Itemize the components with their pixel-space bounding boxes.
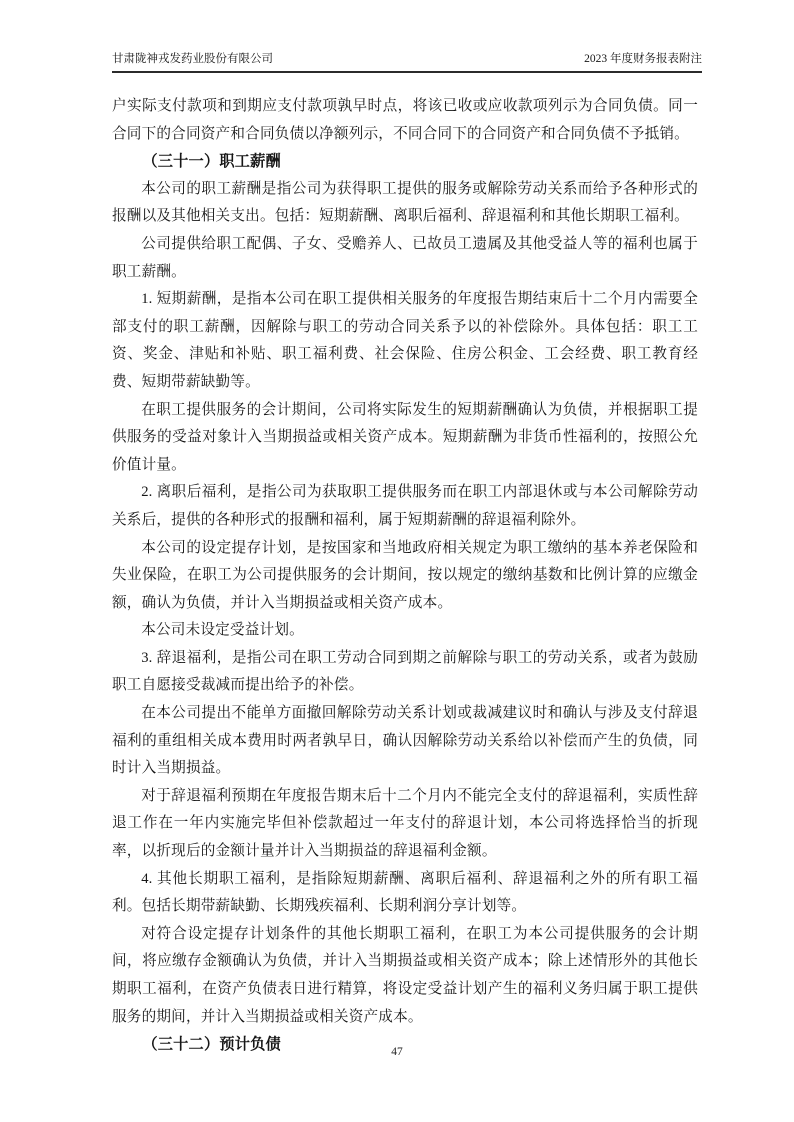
paragraph: 4. 其他长期职工福利，是指除短期薪酬、离职后福利、辞退福利之外的所有职工福利。包括长期带薪缺勤、长期残疾福利、长期利润分享计划等。 (112, 870, 698, 915)
paragraph: 户实际支付款项和到期应支付款项孰早时点，将该已收或应收款项列示为合同负债。同一合同下的合同资产和合同负债以净额列示，不同合同下的合同资产和合同负债不予抵销。 (112, 98, 698, 142)
paragraph: 在职工提供服务的会计期间，公司将实际发生的短期薪酬确认为负债，并根据职工提供服务的受益对象计入当期损益或相关资产成本。短期薪酬为非货币性福利的，按照公允价值计量。 (112, 401, 698, 473)
page-header (112, 50, 702, 73)
paragraph: 在本公司提出不能单方面撤回解除劳动关系计划或裁减建议时和确认与涉及支付辞退福利的重组相关成本费用时两者孰早日，确认因解除劳动关系给以补偿而产生的负债，同时计入当期损益。 (112, 705, 698, 777)
paragraph: 对符合设定提存计划条件的其他长期职工福利，在职工为本公司提供服务的会计期间，将应缴存金额确认为负债，并计入当期损益或相关资产成本；除上述情形外的其他长期职工福利，在资产负债表日进行精算，将设定受益计划产生的福利义务归属于职工提供服务的期间，并计入当期损益或相关资产成本。 (112, 925, 698, 1025)
section-heading: （三十一）职工薪酬 (142, 153, 281, 171)
page-footer (0, 1046, 794, 1058)
header-report-title: 2023 年度财务报表附注 (584, 53, 702, 65)
page-number: 47 (391, 1046, 403, 1058)
section-heading: （三十二）预计负债 (142, 1036, 281, 1054)
paragraph: 1. 短期薪酬，是指本公司在职工提供相关服务的年度报告期结束后十二个月内需要全部支付的职工薪酬，因解除与职工的劳动合同关系予以的补偿除外。具体包括：职工工资、奖金、津贴和补贴、职工福利费、社会保险、住房公积金、工会经费、职工教育经费、短期带薪缺勤等。 (112, 291, 698, 390)
document-body (112, 93, 698, 1059)
header-company-name: 甘肃陇神戎发药业股份有限公司 (112, 53, 273, 65)
paragraph: 3. 辞退福利，是指公司在职工劳动合同到期之前解除与职工的劳动关系，或者为鼓励职工自愿接受裁减而提出给予的补偿。 (112, 649, 698, 694)
paragraph: 2. 离职后福利，是指公司为获取职工提供服务而在职工内部退休或与本公司解除劳动关系后，提供的各种形式的报酬和福利，属于短期薪酬的辞退福利除外。 (112, 484, 698, 528)
paragraph: 本公司的职工薪酬是指公司为获得职工提供的服务或解除劳动关系而给予各种形式的报酬以及其他相关支出。包括：短期薪酬、离职后福利、辞退福利和其他长期职工福利。 (112, 180, 698, 225)
paragraph: 公司提供给职工配偶、子女、受赡养人、已故员工遗属及其他受益人等的福利也属于职工薪酬。 (112, 235, 698, 280)
paragraph: 本公司未设定受益计划。 (141, 622, 304, 639)
paragraph: 对于辞退福利预期在年度报告期末后十二个月内不能完全支付的辞退福利，实质性辞退工作在一年内实施完毕但补偿款超过一年支付的辞退计划，本公司将选择恰当的折现率，以折现后的金额计量并计入当期损益的辞退福利金额。 (112, 787, 698, 860)
paragraph: 本公司的设定提存计划，是按国家和当地政府相关规定为职工缴纳的基本养老保险和失业保险，在职工为公司提供服务的会计期间，按以规定的缴纳基数和比例计算的应缴金额，确认为负债，并计入当期损益或相关资产成本。 (112, 539, 698, 611)
